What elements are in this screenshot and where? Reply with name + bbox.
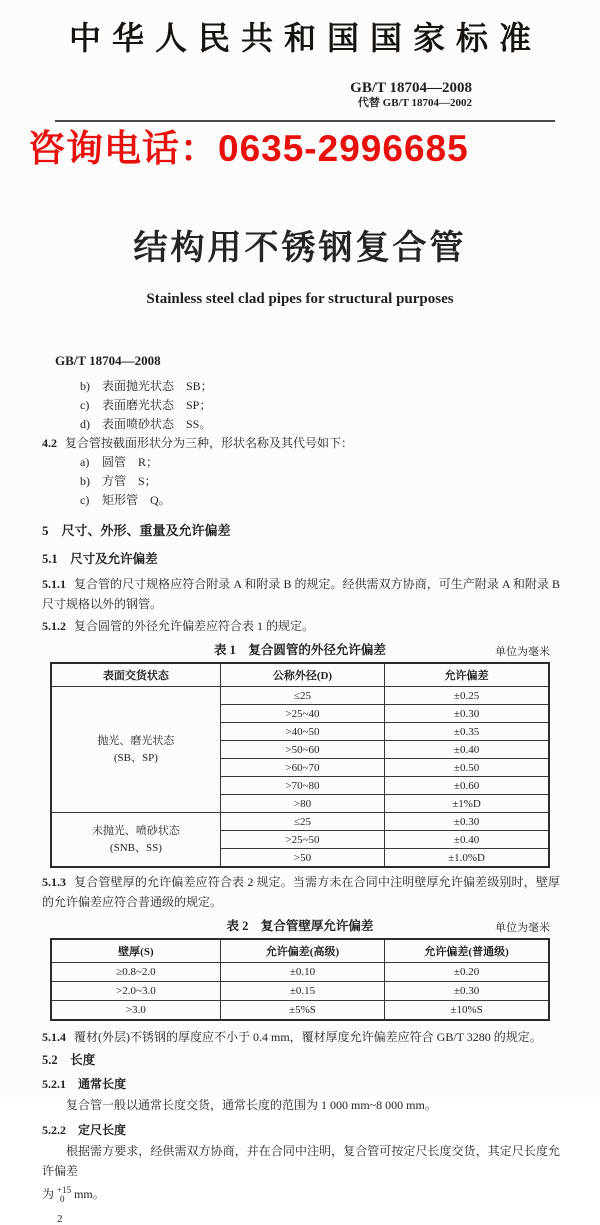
table1-caption-row (0, 642, 600, 658)
shape-list (0, 453, 600, 510)
running-header: GB/T 18704—2008 (55, 353, 161, 369)
dev-cell: ±0.30 (385, 813, 549, 831)
list-item-label: c) (80, 398, 90, 413)
list-item-text: 圆管 R； (102, 455, 159, 470)
national-standard-title: 中华人民共和国国家标准 (68, 20, 542, 56)
list-item (0, 453, 600, 472)
surface-state-code: (SB、SP) (113, 751, 158, 764)
dev-high-cell: ±0.10 (220, 963, 384, 982)
clause-text: 覆材(外层)不锈钢的厚度应不小于 0.4 mm，覆材厚度允许偏差应符合 GB/T 3280 的规定。 (74, 1030, 542, 1045)
thickness-cell: >2.0~3.0 (51, 982, 220, 1001)
clause-number: 5.1.1 (42, 577, 66, 592)
od-cell: >50~60 (220, 741, 384, 759)
dev-high-cell: ±5%S (220, 1001, 384, 1021)
list-item (0, 415, 600, 434)
dev-normal-cell: ±0.30 (385, 982, 549, 1001)
heading-5-2-1: 5.2.1 通常长度 (42, 1077, 127, 1092)
list-item-text: 表面磨光状态 SP； (102, 398, 212, 413)
od-cell: >80 (220, 795, 384, 813)
table-row (51, 982, 549, 1001)
table1 (50, 662, 550, 868)
list-item-label: b) (80, 474, 90, 489)
table2-caption: 表 2 复合管壁厚允许偏差 (226, 919, 374, 934)
od-cell: >70~80 (220, 777, 384, 795)
table2-header-dev-normal: 允许偏差(普通级) (385, 939, 549, 963)
clause-5-2-2-text: 根据需方要求，经供需双方协商，并在合同中注明，复合管可按定尺长度交货，其定尺长度允许偏差 (42, 1144, 560, 1179)
dev-cell: ±0.35 (385, 723, 549, 741)
od-cell: >25~50 (220, 831, 384, 849)
tolerance-upper: +15 (57, 1185, 72, 1196)
clause-5-1-2 (42, 616, 560, 636)
list-item-text: 表面喷砂状态 SS。 (102, 417, 212, 432)
list-item-text: 方管 S； (102, 474, 157, 489)
od-cell: >40~50 (220, 723, 384, 741)
clause-5-1-3 (42, 872, 560, 912)
clause-text: 复合管壁厚的允许偏差应符合表 2 规定。当需方未在合同中注明壁厚允许偏差级别时，壁厚的允许偏差应符合普通级的规定。 (42, 875, 560, 910)
table-header-row (51, 939, 549, 963)
phone-banner: 咨询电话：0635-2996685 (28, 128, 469, 170)
thickness-cell: ≥0.8~2.0 (51, 963, 220, 982)
heading-5: 5 尺寸、外形、重量及允许偏差 (42, 523, 231, 539)
dev-cell: ±0.40 (385, 741, 549, 759)
od-cell: ≤25 (220, 687, 384, 705)
dev-cell: ±1.0%D (385, 849, 549, 868)
tolerance-stack (57, 1186, 71, 1204)
list-item (0, 377, 600, 396)
clause-number: 5.1.4 (42, 1030, 66, 1045)
od-cell: >50 (220, 849, 384, 868)
dev-high-cell: ±0.15 (220, 982, 384, 1001)
clause-text: 复合管的尺寸规格应符合附录 A 和附录 B 的规定。经供需双方协商，可生产附录 A 和附录 B 尺寸规格以外的钢管。 (42, 577, 560, 612)
table-row (51, 687, 549, 705)
list-item (0, 396, 600, 415)
heading-5-2-2: 5.2.2 定尺长度 (42, 1123, 127, 1138)
list-item-label: c) (80, 493, 90, 508)
dev-cell: ±0.30 (385, 705, 549, 723)
dev-cell: ±0.60 (385, 777, 549, 795)
header-rule (55, 120, 555, 122)
clause-text: 复合圆管的外径允许偏差应符合表 1 的规定。 (74, 619, 315, 634)
table-header-row (51, 663, 549, 687)
standard-number: GB/T 18704—2008 (350, 80, 472, 96)
tolerance-lower: 0 (60, 1194, 65, 1205)
table1-header-state: 表面交货状态 (51, 663, 220, 687)
clause-5-1-4 (42, 1027, 560, 1047)
surface-state-list (0, 377, 600, 434)
table1-unit-note: 单位为毫米 (495, 646, 550, 659)
clause-number: 4.2 (42, 436, 57, 451)
document-title-cn: 结构用不锈钢复合管 (133, 229, 467, 268)
list-item (0, 472, 600, 491)
clause-text: 复合管按截面形状分为三种，形状名称及其代号如下： (65, 436, 354, 451)
clause-number: 5.1.3 (42, 875, 66, 890)
surface-state-label: 抛光、磨光状态 (97, 734, 175, 747)
table-row (51, 963, 549, 982)
tolerance-unit: mm。 (74, 1187, 105, 1202)
list-item (0, 491, 600, 510)
od-cell: >60~70 (220, 759, 384, 777)
clause-number: 5.1.2 (42, 619, 66, 634)
table2 (50, 938, 550, 1021)
list-item-label: d) (80, 417, 90, 432)
table1-caption: 表 1 复合圆管的外径允许偏差 (214, 643, 386, 658)
table1-group2-state (51, 813, 220, 868)
table-row (51, 813, 549, 831)
dev-cell: ±1%D (385, 795, 549, 813)
thickness-cell: >3.0 (51, 1001, 220, 1021)
od-cell: ≤25 (220, 813, 384, 831)
table-row (51, 1001, 549, 1021)
clause-5-2-1-text: 复合管一般以通常长度交货，通常长度的范围为 1 000 mm~8 000 mm。 (66, 1098, 437, 1113)
dev-cell: ±0.25 (385, 687, 549, 705)
heading-5-2: 5.2 长度 (42, 1053, 96, 1068)
dev-cell: ±0.50 (385, 759, 549, 777)
dev-normal-cell: ±10%S (385, 1001, 549, 1021)
page-number: 2 (57, 1213, 63, 1225)
table2-unit-note: 单位为毫米 (495, 922, 550, 935)
table1-header-od: 公称外径(D) (220, 663, 384, 687)
standard-number-block (0, 79, 600, 110)
table2-header-dev-high: 允许偏差(高级) (220, 939, 384, 963)
table2-caption-row (0, 918, 600, 934)
standard-replaces: 代替 GB/T 18704—2002 (357, 97, 472, 109)
surface-state-label: 未抛光、喷砂状态 (91, 824, 180, 837)
surface-state-code: (SNB、SS) (109, 841, 162, 854)
list-item-text: 矩形管 Q。 (102, 493, 171, 508)
table1-header-dev: 允许偏差 (385, 663, 549, 687)
list-item-label: b) (80, 379, 90, 394)
clause-5-1-1 (42, 574, 560, 614)
tolerance-prefix: 为 (42, 1187, 55, 1202)
table1-group1-state (51, 687, 220, 813)
dev-cell: ±0.40 (385, 831, 549, 849)
heading-5-1: 5.1 尺寸及允许偏差 (42, 552, 158, 567)
document-title-en: Stainless steel clad pipes for structural purposes (146, 291, 454, 308)
clause-4-2 (42, 434, 560, 453)
table2-header-thickness: 壁厚(S) (51, 939, 220, 963)
list-item-text: 表面抛光状态 SB； (102, 379, 213, 394)
list-item-label: a) (80, 455, 90, 470)
tolerance-line (42, 1183, 560, 1205)
dev-normal-cell: ±0.20 (385, 963, 549, 982)
od-cell: >25~40 (220, 705, 384, 723)
